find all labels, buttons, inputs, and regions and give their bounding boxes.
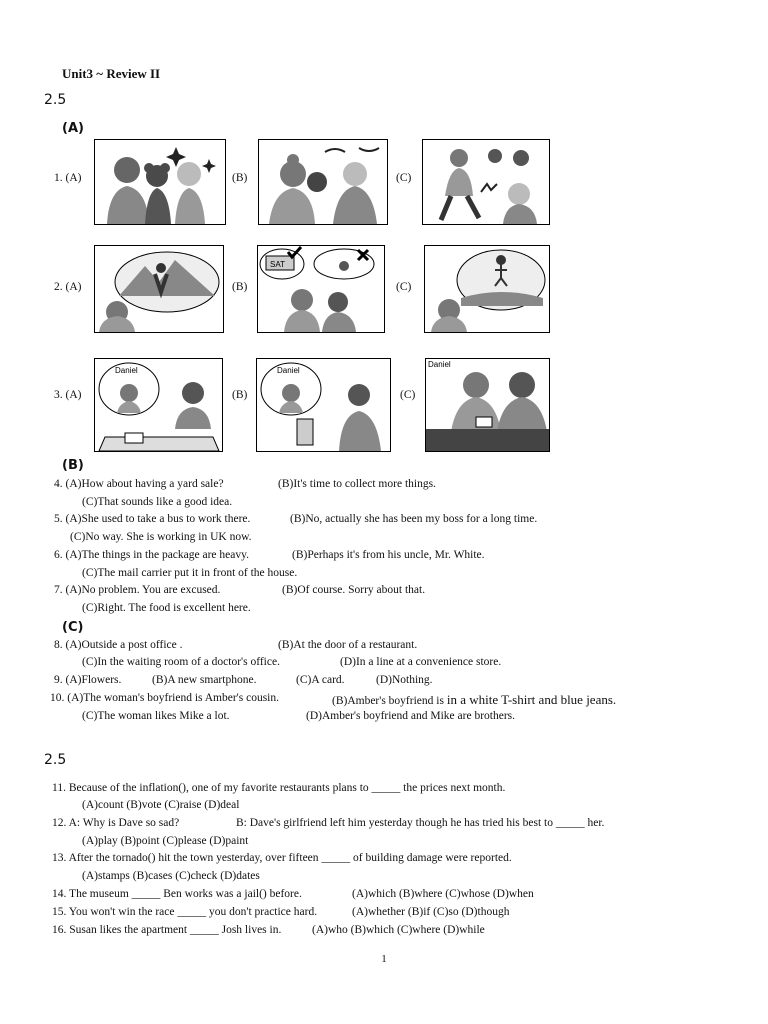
q1-label-b: (B) xyxy=(232,172,248,184)
section1-score: 2.5 xyxy=(44,92,67,108)
partB-heading xyxy=(62,458,84,473)
q2-label-a: 2. (A) xyxy=(54,281,82,293)
partC-label: (C) xyxy=(62,620,84,635)
q3-picture-c xyxy=(425,358,550,452)
q10-option-c: (C)The woman likes Mike a lot. xyxy=(82,710,230,722)
q15-options: (A)whether (B)if (C)so (D)though xyxy=(352,906,510,918)
daniel-label-a: Daniel xyxy=(115,366,138,375)
q1-picture-c xyxy=(422,139,550,225)
q6-option-a: 6. (A)The things in the package are heavy. xyxy=(54,549,249,561)
q4-option-a: 4. (A)How about having a yard sale? xyxy=(54,478,224,490)
q7-option-a: 7. (A)No problem. You are excused. xyxy=(54,584,221,596)
q9-option-b: (B)A new smartphone. xyxy=(152,674,257,686)
q3-label-c: (C) xyxy=(400,389,416,401)
exam-scope-text: Unit3 ~ Review II xyxy=(62,66,161,81)
q14-options: (A)which (B)where (C)whose (D)when xyxy=(352,888,534,900)
q7-option-b: (B)Of course. Sorry about that. xyxy=(282,584,426,596)
q3-label-b: (B) xyxy=(232,389,248,401)
q2-picture-a xyxy=(94,245,224,333)
partB-label: (B) xyxy=(62,458,84,473)
q15-stem: 15. You won't win the race _____ you don't practice hard. xyxy=(52,906,318,918)
q9-option-d: (D)Nothing. xyxy=(376,674,433,686)
q4-option-b: (B)It's time to collect more things. xyxy=(278,478,436,490)
q9-option-a: 9. (A)Flowers. xyxy=(54,674,122,686)
q12-stem: 12. A: Why is Dave so sad? xyxy=(52,817,180,829)
q10-option-b: (B)Amber's boyfriend is in a white T-shirt and blue jeans. xyxy=(332,692,617,707)
q5-option-b: (B)No, actually she has been my boss for a long time. xyxy=(290,513,538,525)
section2-score: 2.5 xyxy=(44,752,67,768)
q12-options: (A)play (B)point (C)please (D)paint xyxy=(82,835,249,847)
daniel-label-b: Daniel xyxy=(277,366,300,375)
q4-option-c: (C)That sounds like a good idea. xyxy=(82,496,233,508)
q8-option-d: (D)In a line at a convenience store. xyxy=(340,656,502,668)
q12-stem-b: B: Dave's girlfriend left him yesterday though he has tried his best to _____ her. xyxy=(236,817,605,829)
q10-option-a: 10. (A)The woman's boyfriend is Amber's cousin. xyxy=(50,692,279,704)
q2-picture-c xyxy=(424,245,550,333)
section1-heading xyxy=(44,92,66,109)
q1-picture-a xyxy=(94,139,226,225)
q5-option-a: 5. (A)She used to take a bus to work there. xyxy=(54,513,251,525)
q8-option-a: 8. (A)Outside a post office . xyxy=(54,639,183,651)
q2-picture-b xyxy=(257,245,385,333)
q2-label-c: (C) xyxy=(396,281,412,293)
q8-option-b: (B)At the door of a restaurant. xyxy=(278,639,418,651)
q6-option-b: (B)Perhaps it's from his uncle, Mr. White. xyxy=(292,549,485,561)
q11-options: (A)count (B)vote (C)raise (D)deal xyxy=(82,799,240,811)
partC-heading xyxy=(62,620,83,635)
q14-stem: 14. The museum _____ Ben works was a jail() before. xyxy=(52,888,302,900)
q9-option-c: (C)A card. xyxy=(296,674,345,686)
q16-options: (A)who (B)which (C)where (D)while xyxy=(312,924,485,936)
q10-option-d: (D)Amber's boyfriend and Mike are brothers. xyxy=(306,710,516,722)
q13-stem: 13. After the tornado() hit the town yesterday, over fifteen _____ of building damage were reported. xyxy=(52,852,512,864)
q3-label-a: 3. (A) xyxy=(54,389,82,401)
page-number: 1 xyxy=(381,953,387,965)
q8-option-c: (C)In the waiting room of a doctor's office. xyxy=(82,656,280,668)
q1-picture-b xyxy=(258,139,388,225)
q2-label-b: (B) xyxy=(232,281,248,293)
exam-scope xyxy=(62,66,160,82)
q3-picture-b xyxy=(256,358,391,452)
partA-heading xyxy=(62,121,84,136)
q1-label-c: (C) xyxy=(396,172,412,184)
q13-options: (A)stamps (B)cases (C)check (D)dates xyxy=(82,870,260,882)
q5-option-c: (C)No way. She is working in UK now. xyxy=(70,531,252,543)
section2-heading xyxy=(44,752,66,769)
q3-picture-a xyxy=(94,358,223,452)
q6-option-c: (C)The mail carrier put it in front of the house. xyxy=(82,567,298,579)
sat-sign-text: SAT xyxy=(270,260,285,269)
partA-label: (A) xyxy=(62,121,84,136)
q11-stem: 11. Because of the inflation(), one of my favorite restaurants plans to _____ the prices next month. xyxy=(52,782,506,794)
q7-option-c: (C)Right. The food is excellent here. xyxy=(82,602,251,614)
q1-label-a: 1. (A) xyxy=(54,172,82,184)
q16-stem: 16. Susan likes the apartment _____ Josh lives in. xyxy=(52,924,282,936)
daniel-label-c: Daniel xyxy=(428,360,451,369)
